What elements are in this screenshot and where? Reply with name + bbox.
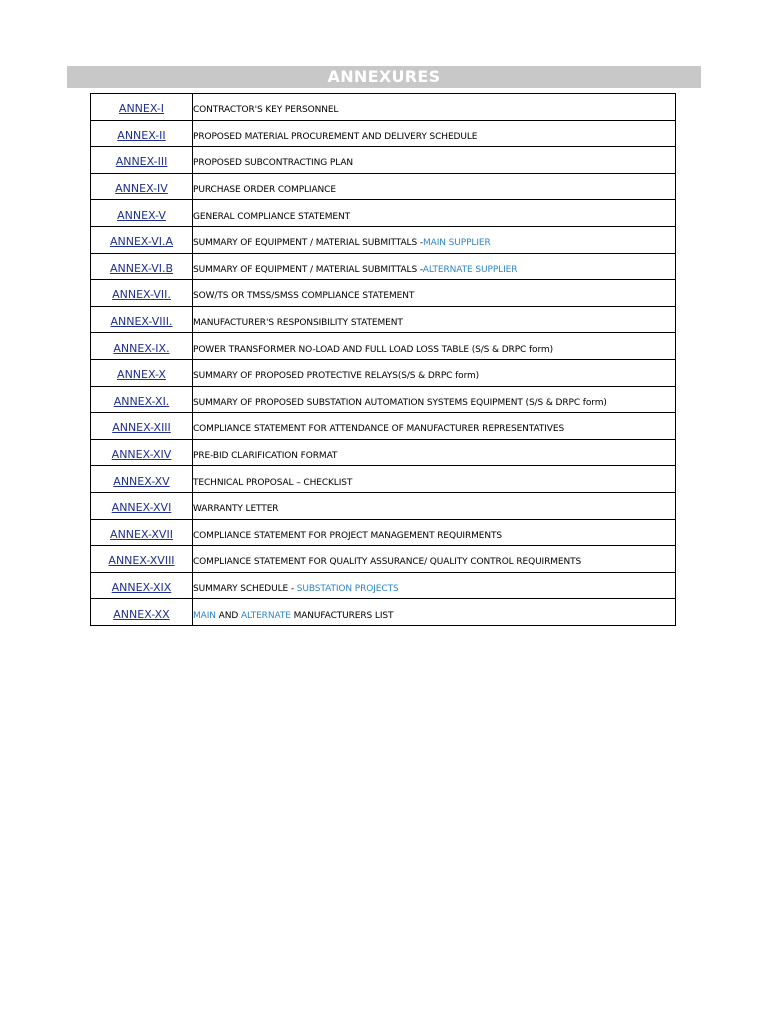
annex-description-text: GENERAL COMPLIANCE STATEMENT — [193, 211, 350, 222]
table-row — [91, 333, 676, 360]
table-row — [91, 226, 676, 253]
annex-id-cell — [91, 492, 193, 519]
annex-id-cell — [91, 333, 193, 360]
annex-link[interactable]: ANNEX-XI. — [113, 394, 170, 408]
annex-description-cell — [193, 147, 676, 174]
annex-description-cell — [193, 280, 676, 307]
annex-id-cell — [91, 439, 193, 466]
annex-description-cell — [193, 94, 676, 121]
annex-link[interactable]: ANNEX-XIV — [111, 448, 172, 462]
annex-id-cell — [91, 200, 193, 227]
annex-id-cell — [91, 280, 193, 307]
annex-description-cell — [193, 492, 676, 519]
annex-link[interactable]: ANNEX-VI.A — [109, 235, 174, 249]
annex-description-text: SOW/TS OR TMSS/SMSS COMPLIANCE STATEMENT — [193, 291, 415, 302]
annex-description-text: SUMMARY OF PROPOSED PROTECTIVE RELAYS(S/S & DRPC form) — [193, 371, 480, 382]
annex-description-text: SUMMARY OF PROPOSED SUBSTATION AUTOMATION SYSTEMS EQUIPMENT (S/S & DRPC form) — [193, 397, 607, 408]
annex-description-text: TECHNICAL PROPOSAL – CHECKLIST — [193, 477, 353, 488]
table-row — [91, 94, 676, 121]
annex-description-cell — [193, 200, 676, 227]
annex-id-cell — [91, 546, 193, 573]
annex-table — [90, 93, 676, 626]
annex-description-highlight: ALTERNATE — [240, 610, 291, 621]
annex-description-text: PROPOSED SUBCONTRACTING PLAN — [193, 158, 354, 169]
annex-link[interactable]: ANNEX-X — [117, 368, 166, 382]
annex-link[interactable]: ANNEX-I — [118, 102, 165, 116]
annex-description-text: SUMMARY OF EQUIPMENT / MATERIAL SUBMITTALS - — [193, 238, 423, 249]
annex-link[interactable]: ANNEX-XVII — [110, 527, 173, 541]
annex-id-cell — [91, 572, 193, 599]
page-title: ANNEXURES — [67, 66, 701, 88]
annex-id-cell — [91, 173, 193, 200]
annex-description-text: COMPLIANCE STATEMENT FOR ATTENDANCE OF MANUFACTURER REPRESENTATIVES — [193, 424, 565, 435]
annex-description-text: PRE-BID CLARIFICATION FORMAT — [193, 451, 338, 462]
annex-description-highlight: ALTERNATE SUPPLIER — [422, 264, 518, 275]
annex-id-cell — [91, 226, 193, 253]
annex-link[interactable]: ANNEX-XVI — [111, 501, 172, 515]
annex-description-text: PROPOSED MATERIAL PROCUREMENT AND DELIVERY SCHEDULE — [193, 131, 478, 142]
annex-description-cell — [193, 306, 676, 333]
annex-description-text: CONTRACTOR'S KEY PERSONNEL — [193, 105, 339, 116]
annex-description-text: COMPLIANCE STATEMENT FOR PROJECT MANAGEMENT REQUIRMENTS — [193, 530, 503, 541]
annex-description-cell — [193, 519, 676, 546]
annex-description-cell — [193, 359, 676, 386]
annex-description-text: SUMMARY OF EQUIPMENT / MATERIAL SUBMITTALS - — [193, 264, 423, 275]
annex-link[interactable]: ANNEX-VII. — [112, 288, 171, 302]
annex-link[interactable]: ANNEX-VIII. — [110, 315, 173, 329]
annex-link[interactable]: ANNEX-XX — [113, 607, 170, 621]
annex-description-cell — [193, 546, 676, 573]
annex-description-cell — [193, 253, 676, 280]
annex-description-cell — [193, 173, 676, 200]
annex-id-cell — [91, 519, 193, 546]
annex-description-highlight: MAIN SUPPLIER — [423, 238, 491, 249]
annex-id-cell — [91, 359, 193, 386]
annex-description-cell — [193, 413, 676, 440]
annex-id-cell — [91, 306, 193, 333]
annex-description-cell — [193, 386, 676, 413]
table-row — [91, 519, 676, 546]
table-row — [91, 546, 676, 573]
annex-id-cell — [91, 386, 193, 413]
table-row — [91, 492, 676, 519]
annex-link[interactable]: ANNEX-IX. — [113, 341, 170, 355]
annex-id-cell — [91, 94, 193, 121]
annex-description-cell — [193, 226, 676, 253]
table-row — [91, 599, 676, 626]
table-row — [91, 253, 676, 280]
annex-description-cell — [193, 572, 676, 599]
annex-link[interactable]: ANNEX-IV — [115, 182, 168, 196]
annex-description-text: COMPLIANCE STATEMENT FOR QUALITY ASSURANCE/ QUALITY CONTROL REQUIRMENTS — [193, 557, 582, 568]
table-row — [91, 572, 676, 599]
annex-table-body — [91, 94, 676, 626]
annex-description-text: POWER TRANSFORMER NO-LOAD AND FULL LOAD LOSS TABLE (S/S & DRPC form) — [193, 344, 553, 355]
annex-description-cell — [193, 120, 676, 147]
annex-id-cell — [91, 253, 193, 280]
annex-link[interactable]: ANNEX-III — [115, 155, 168, 169]
annex-link[interactable]: ANNEX-VI.B — [109, 261, 174, 275]
table-row — [91, 386, 676, 413]
annex-description-cell — [193, 599, 676, 626]
annex-description-text: WARRANTY LETTER — [193, 504, 279, 515]
annex-link[interactable]: ANNEX-XIX — [111, 580, 172, 594]
annex-description-text: SUMMARY SCHEDULE - — [193, 583, 297, 594]
annex-link[interactable]: ANNEX-II — [117, 128, 166, 142]
annex-description-cell — [193, 439, 676, 466]
annex-description-text: PURCHASE ORDER COMPLIANCE — [193, 185, 336, 196]
annex-link[interactable]: ANNEX-XV — [113, 474, 170, 488]
annex-id-cell — [91, 413, 193, 440]
annex-id-cell — [91, 466, 193, 493]
annex-description-cell — [193, 333, 676, 360]
annex-id-cell — [91, 120, 193, 147]
table-row — [91, 173, 676, 200]
annex-id-cell — [91, 599, 193, 626]
table-row — [91, 306, 676, 333]
table-row — [91, 120, 676, 147]
annex-link[interactable]: ANNEX-XVIII — [108, 554, 175, 568]
table-row — [91, 147, 676, 174]
table-row — [91, 359, 676, 386]
table-row — [91, 200, 676, 227]
table-row — [91, 413, 676, 440]
annex-description-text: AND — [215, 610, 241, 621]
annex-description-text: MANUFACTURER'S RESPONSIBILITY STATEMENT — [193, 318, 403, 329]
annex-link[interactable]: ANNEX-V — [117, 208, 166, 222]
table-row — [91, 280, 676, 307]
annex-link[interactable]: ANNEX-XIII — [112, 421, 171, 435]
annex-id-cell — [91, 147, 193, 174]
table-row — [91, 466, 676, 493]
annex-description-cell — [193, 466, 676, 493]
table-row — [91, 439, 676, 466]
annex-description-highlight: SUBSTATION PROJECTS — [296, 583, 399, 594]
annex-description-text: MANUFACTURERS LIST — [290, 610, 394, 621]
annex-description-highlight: MAIN — [193, 610, 216, 621]
